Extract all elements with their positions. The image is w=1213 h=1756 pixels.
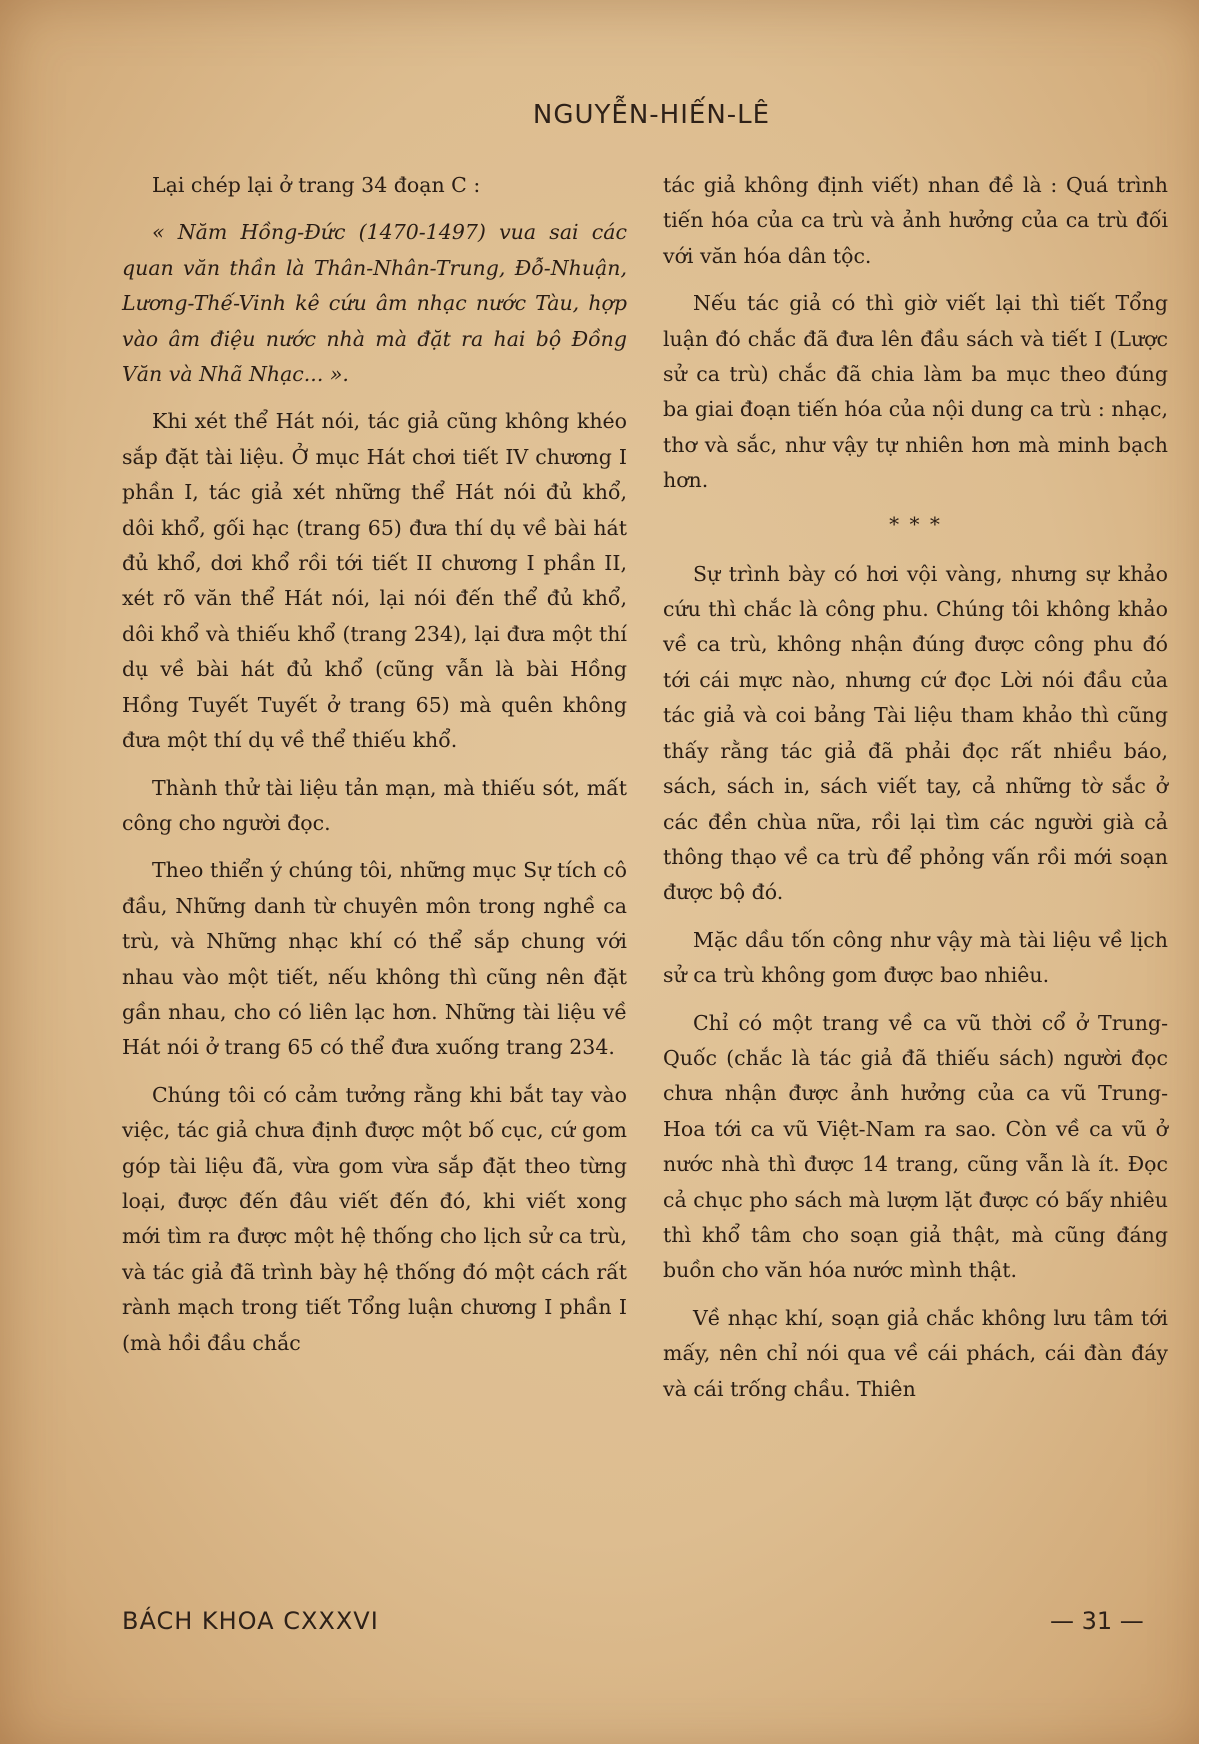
- scan-margin-bottom: [0, 1744, 1213, 1756]
- paragraph: Chỉ có một trang về ca vũ thời cổ ở Trung-Quốc (chắc là tác giả đã thiếu sách) người đọc chưa nhận được ảnh hưởng của ca vũ Trung-Hoa tới ca vũ Việt-Nam ra sao. Còn về ca vũ ở nước nhà thì được 14 trang, cũng vẫn là ít. Đọc cả chục pho sách mà lượm lặt được có bấy nhiêu thì khổ tâm cho soạn giả thật, mà cũng đáng buồn cho văn hóa nước mình thật.: [663, 1010, 1168, 1283]
- right-column: [663, 168, 1168, 1419]
- left-column: [122, 168, 627, 1373]
- paragraph: Lại chép lại ở trang 34 đoạn C :: [152, 173, 481, 197]
- paragraph: Mặc dầu tốn công như vậy mà tài liệu về lịch sử ca trù không gom được bao nhiêu.: [663, 927, 1168, 988]
- paragraph: Thành thử tài liệu tản mạn, mà thiếu sót, mất công cho người đọc.: [122, 775, 627, 835]
- quote-paragraph: « Năm Hồng-Đức (1470-1497) vua sai các quan văn thần là Thân-Nhân-Trung, Đỗ-Nhuận, Lương-Thế-Vinh kê cứu âm nhạc nước Tàu, hợp vào âm điệu nước nhà mà đặt ra hai bộ Đồng Văn và Nhã Nhạc... ».: [122, 220, 627, 387]
- paragraph: tác giả không định viết) nhan đề là : Quá trình tiến hóa của ca trù và ảnh hưởng của ca trù đối với văn hóa dân tộc.: [663, 173, 1168, 268]
- running-header: [0, 100, 1213, 130]
- publication-footer: BÁCH KHOA CXXXVI: [122, 1607, 379, 1635]
- paragraph: Chúng tôi có cảm tưởng rằng khi bắt tay vào việc, tác giả chưa định được một bố cục, cứ gom góp tài liệu đã, vừa gom vừa sắp đặt theo từng loại, được đến đâu viết đến đó, khi viết xong mới tìm ra được một hệ thống cho lịch sử ca trù, và tác giả đã trình bày hệ thống đó một cách rất rành mạch trong tiết Tổng luận chương I phần I (mà hồi đầu chắc: [122, 1082, 627, 1355]
- paragraph: Nếu tác giả có thì giờ viết lại thì tiết Tổng luận đó chắc đã đưa lên đầu sách và tiết I (Lược sử ca trù) chắc đã chia làm ba mục theo đúng ba giai đoạn tiến hóa của nội dung ca trù : nhạc, thơ và sắc, như vậy tự nhiên hơn mà minh bạch hơn.: [663, 291, 1168, 493]
- header-author: NGUYỄN-HIẾN-LÊ: [532, 100, 771, 130]
- page-number: — 31 —: [1050, 1607, 1144, 1635]
- section-separator: * * *: [889, 511, 942, 536]
- scan-margin-right: [1199, 0, 1213, 1756]
- paragraph: Sự trình bày có hơi vội vàng, nhưng sự khảo cứu thì chắc là công phu. Chúng tôi không khảo về ca trù, không nhận đúng được công phu đó tới cái mực nào, nhưng cứ đọc Lời nói đầu của tác giả và coi bảng Tài liệu tham khảo thì cũng thấy rằng tác giả đã phải đọc rất nhiều báo, sách, sách in, sách viết tay, cả những tờ sắc ở các đền chùa nữa, rồi lại tìm các người già cả thông thạo về ca trù để phỏng vấn rồi mới soạn được bộ đó.: [663, 561, 1168, 905]
- paragraph: Về nhạc khí, soạn giả chắc không lưu tâm tới mấy, nên chỉ nói qua về cái phách, cái đàn đáy và cái trống chầu. Thiên: [663, 1305, 1168, 1401]
- paragraph: Theo thiển ý chúng tôi, những mục Sự tích cô đầu, Những danh từ chuyên môn trong nghề ca trù, và Những nhạc khí có thể sắp chung với nhau vào một tiết, nếu không thì cũng nên đặt gần nhau, cho có liên lạc hơn. Những tài liệu về Hát nói ở trang 65 có thể đưa xuống trang 234.: [122, 858, 627, 1060]
- paragraph: Khi xét thể Hát nói, tác giả cũng không khéo sắp đặt tài liệu. Ở mục Hát chơi tiết IV chương I phần I, tác giả xét những thể Hát nói đủ khổ, dôi khổ, gối hạc (trang 65) đưa thí dụ về bài hát đủ khổ, dơi khổ rồi tới tiết II chương I phần II, xét rõ văn thể Hát nói, lại nói đến thể đủ khổ, dôi khổ và thiếu khổ (trang 234), lại đưa một thí dụ về bài hát đủ khổ (cũng vẫn là bài Hồng Hồng Tuyết Tuyết ở trang 65) mà quên không đưa một thí dụ về thể thiếu khổ.: [122, 409, 627, 753]
